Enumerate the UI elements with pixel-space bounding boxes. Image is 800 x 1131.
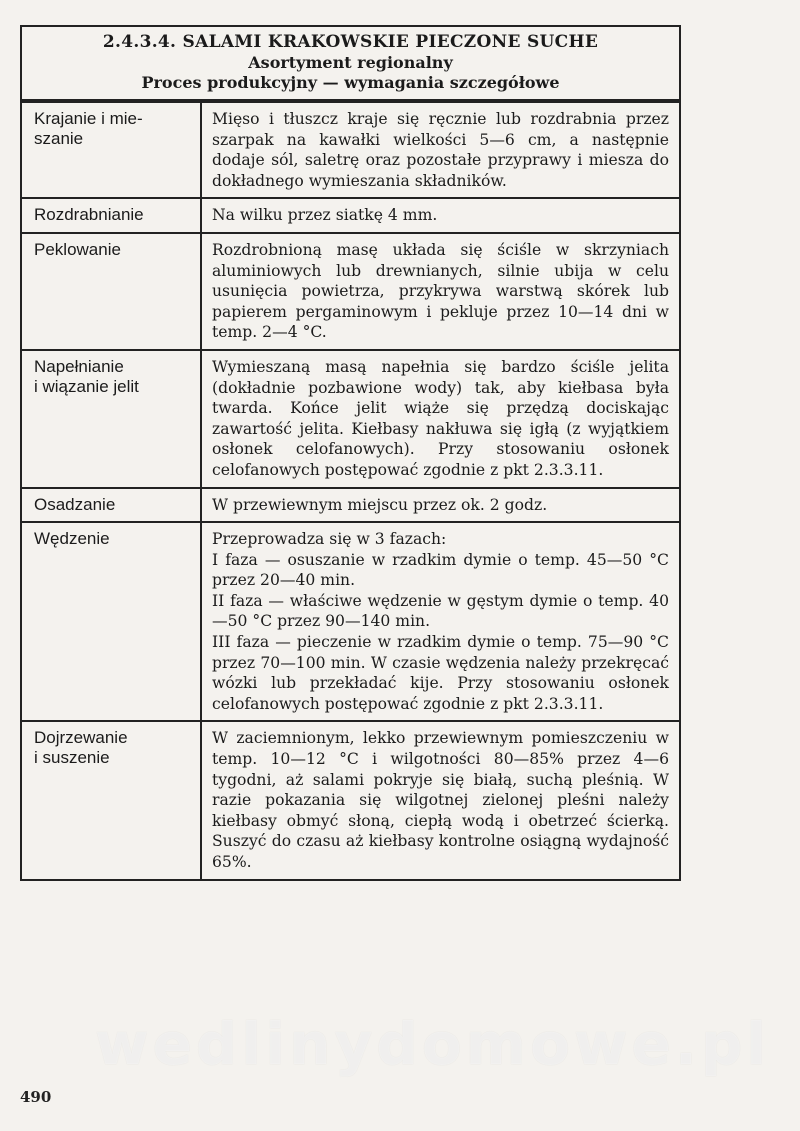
process-specification-table bbox=[20, 25, 681, 881]
row-description: Mięso i tłuszcz kraje się ręcznie lub rozdrabnia przez szarpak na kawałki wielkości 5—6 cm, a następnie dodaje sól, saletrę oraz pozostałe przyprawy i miesza do dokładnego wymieszania składników. bbox=[212, 110, 669, 190]
row-napelnianie bbox=[22, 349, 679, 487]
row-osadzanie bbox=[22, 487, 679, 522]
page-number: 490 bbox=[20, 1088, 52, 1106]
row-description: Przeprowadza się w 3 fazach: I faza — osuszanie w rzadkim dymie o temp. 45—50 °C przez 20—40 min. II faza — właściwe wędzenie w gęstym dymie o temp. 40—50 °C przez 90—140 min. III faza — pieczenie w rzadkim dymie o temp. 75—90 °C przez 70—100 min. W czasie wędzenia należy przekręcać wózki lub przekładać kije. Przy stosowaniu osłonek celofanowych postępować zgodnie z pkt 2.3.3.11. bbox=[212, 530, 669, 713]
row-krajanie bbox=[22, 101, 679, 197]
row-description: W zaciemnionym, lekko przewiewnym pomieszczeniu w temp. 10—12 °C i wilgotności 80—85% przez 4—6 tygodni, aż salami pokryje się białą, suchą pleśnią. W razie pokazania się wilgotnej zielonej pleśni należy kiełbasy obmyć słoną, ciepłą wodą i obetrzeć ścierką. Suszyć do czasu aż kiełbasy kontrolne osiągną wydajność 65%. bbox=[212, 729, 669, 871]
row-label: Napełnianie i wiązanie jelit bbox=[22, 351, 202, 487]
row-label: Rozdrabnianie bbox=[22, 199, 202, 232]
row-description: W przewiewnym miejscu przez ok. 2 godz. bbox=[212, 495, 548, 514]
row-label: Krajanie i mie- szanie bbox=[22, 103, 202, 197]
table-section-heading: Proces produkcyjny — wymagania szczegółowe bbox=[141, 73, 560, 92]
row-description: Wymieszaną masą napełnia się bardzo ściśle jelita (dokładnie pozbawione wody) tak, aby kiełbasa była twarda. Końce jelit wiąże się przędzą dociskając zawartość jelita. Kiełbasy nakłuwa się igłą (z wyjątkiem osłonek celofanowych). Przy stosowaniu osłonek celofanowych postępować zgodnie z pkt 2.3.3.11. bbox=[212, 357, 669, 479]
table-header bbox=[22, 27, 679, 101]
row-dojrzewanie bbox=[22, 720, 679, 878]
row-label: Dojrzewanie i suszenie bbox=[22, 722, 202, 878]
row-rozdrabnianie bbox=[22, 197, 679, 232]
row-wedzenie bbox=[22, 521, 679, 720]
row-description: Rozdrobnioną masę układa się ściśle w skrzyniach aluminiowych lub drewnianych, silnie ubija w celu usunięcia powietrza, przykrywa warstwą skórek lub papierem pergaminowym i pekluje przez 10—14 dni w temp. 2—4 °C. bbox=[212, 240, 669, 342]
watermark: wedlinydomowe.pl bbox=[95, 1010, 771, 1078]
row-peklowanie bbox=[22, 232, 679, 349]
row-label: Peklowanie bbox=[22, 234, 202, 349]
row-description: Na wilku przez siatkę 4 mm. bbox=[212, 206, 438, 225]
table-title: 2.4.3.4. SALAMI KRAKOWSKIE PIECZONE SUCHE bbox=[102, 32, 599, 52]
row-label: Osadzanie bbox=[22, 489, 202, 522]
table-subtitle: Asortyment regionalny bbox=[248, 53, 453, 72]
row-label: Wędzenie bbox=[22, 523, 202, 720]
